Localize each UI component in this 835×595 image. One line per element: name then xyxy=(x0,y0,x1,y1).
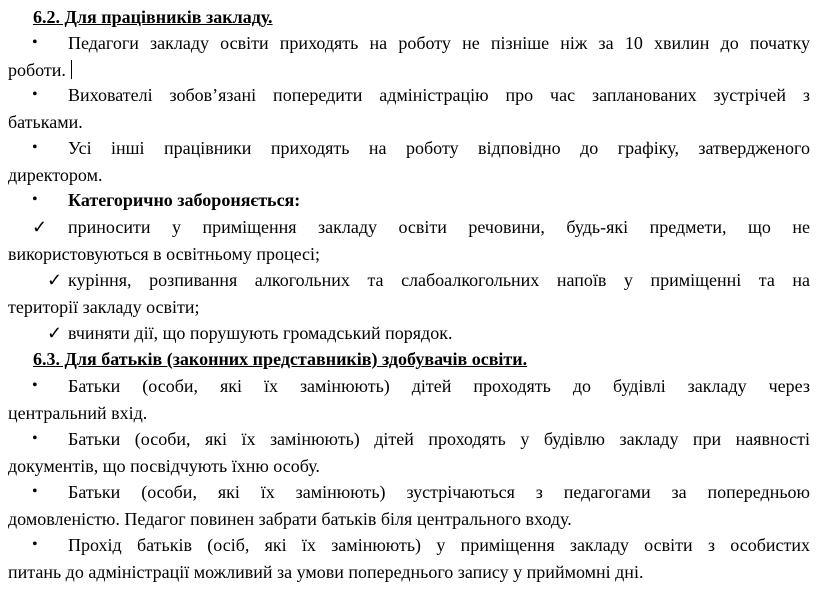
section-heading-6-2: 6.2. Для працівників закладу. xyxy=(33,7,273,27)
check-list-item-text-continued: використовуються в освітньому процесі; xyxy=(8,244,321,264)
bullet-icon: • xyxy=(32,86,38,103)
check-list-item-text: приносити у приміщення закладу освіти речовини, будь-які предмети, що не xyxy=(68,217,810,237)
list-item-text-continued: центральний вхід. xyxy=(8,403,148,423)
list-item-text-continued: домовленістю. Педагог повинен забрати батьків біля центрального входу. xyxy=(8,509,572,529)
check-list-item-text: вчиняти дії, що порушують громадський порядок. xyxy=(68,323,453,343)
checkmark-icon: ✓ xyxy=(47,270,63,290)
list-item-text: Педагоги закладу освіти приходять на роботу не пізніше ніж за 10 хвилин до початку xyxy=(68,33,810,53)
list-item-text-continued xyxy=(8,59,72,81)
list-item-text: Батьки (особи, які їх замінюють) зустрічаються з педагогами за попередньою xyxy=(68,482,810,502)
list-item-text: Вихователі зобов’язані попередити адміністрацію про час запланованих зустрічей з xyxy=(68,85,810,105)
list-item-text: Усі інші працівники приходять на роботу відповідно до графіку, затвердженого xyxy=(68,138,810,158)
bullet-icon: • xyxy=(32,536,38,553)
list-item-text-continued-content: роботи. xyxy=(8,60,66,80)
check-list-item-text-continued: території закладу освіти; xyxy=(8,297,200,317)
bullet-icon: • xyxy=(32,191,38,208)
list-item-text: Прохід батьків (осіб, які їх замінюють) у приміщення закладу освіти з особистих xyxy=(68,535,810,555)
bullet-icon: • xyxy=(32,377,38,394)
text-cursor xyxy=(71,60,72,79)
bullet-icon: • xyxy=(32,139,38,156)
list-item-text: Батьки (особи, які їх замінюють) дітей проходять до будівлі закладу через xyxy=(68,376,810,396)
checkmark-icon: ✓ xyxy=(32,217,48,237)
list-item-text-bold: Категорично забороняється: xyxy=(68,190,301,210)
list-item-text-continued: документів, що посвідчують їхню особу. xyxy=(8,456,320,476)
bullet-icon: • xyxy=(32,430,38,447)
bullet-icon: • xyxy=(32,34,38,51)
bullet-icon: • xyxy=(32,483,38,500)
check-list-item-text: куріння, розпивання алкогольних та слабоалкогольних напоїв у приміщенні та на xyxy=(68,270,810,290)
list-item-text-continued: питань до адміністрації можливий за умови попереднього запису у приймомні дні. xyxy=(8,562,644,582)
section-heading-6-3: 6.3. Для батьків (законних представників) здобувачів освіти. xyxy=(33,349,528,369)
list-item-text-continued: директором. xyxy=(8,165,103,185)
checkmark-icon: ✓ xyxy=(47,323,63,343)
list-item-text-continued: батьками. xyxy=(8,112,83,132)
list-item-text: Батьки (особи, які їх замінюють) дітей проходять у будівлю закладу при наявності xyxy=(68,429,810,449)
